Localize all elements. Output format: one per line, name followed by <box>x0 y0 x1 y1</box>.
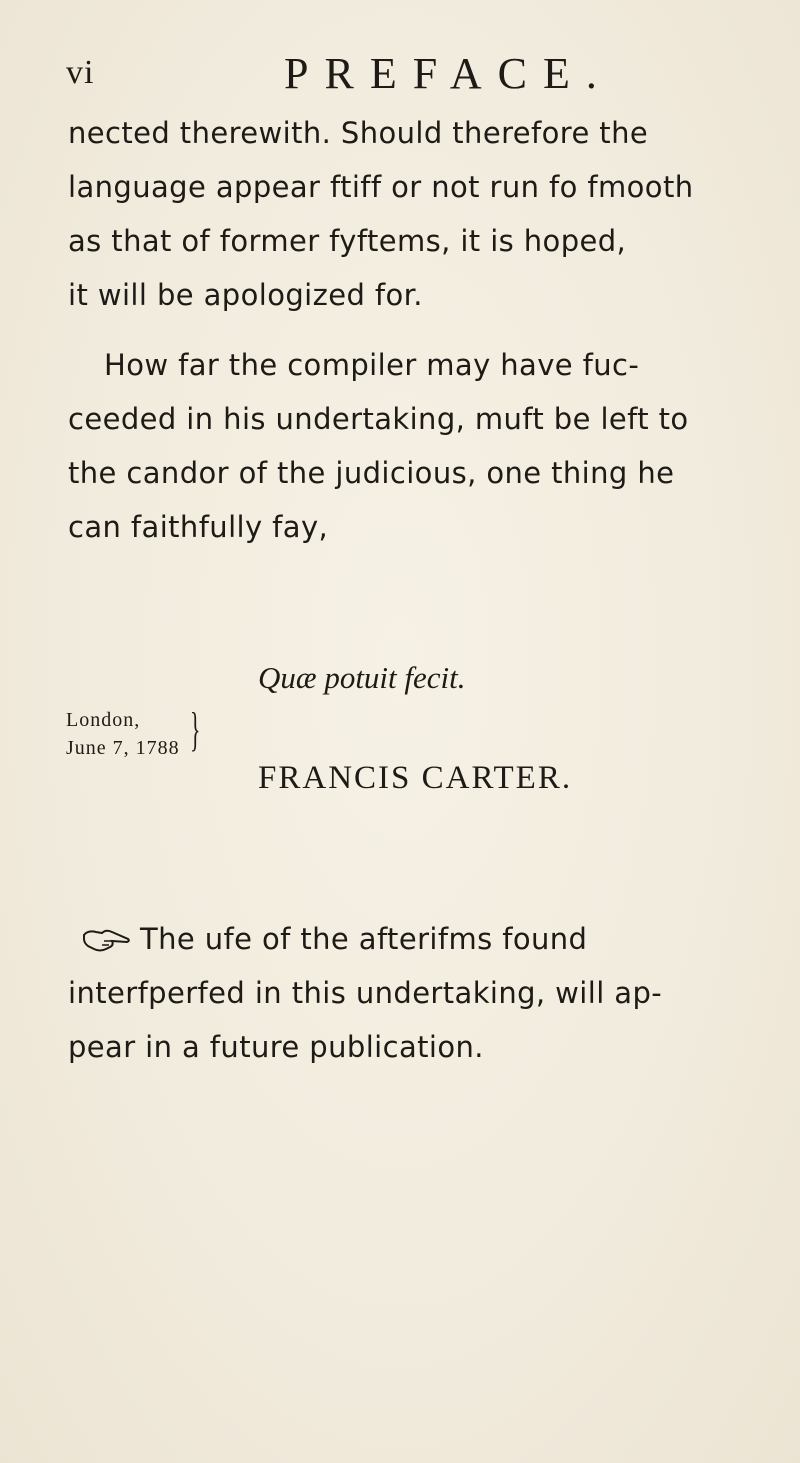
author-signature: FRANCIS CARTER. <box>258 760 573 796</box>
text-line: pear in a future publication. <box>68 1030 484 1064</box>
running-head: PREFACE. <box>284 49 613 98</box>
text-line: language appear ftiff or not run fo fmooth <box>68 170 694 204</box>
brace-icon: } <box>190 703 201 756</box>
text-line: can faithfully fay, <box>68 510 329 544</box>
text-line <box>68 912 748 966</box>
text-line: How far the compiler may have fuc- <box>104 348 640 382</box>
text-line: interfperfed in this undertaking, will ap- <box>68 976 663 1010</box>
latin-motto: Quæ potuit fecit. <box>258 660 466 695</box>
place: London, <box>66 709 141 731</box>
place-and-date <box>66 706 180 762</box>
paragraph-continuation <box>68 106 748 322</box>
text-line: ceeded in his undertaking, muft be left to <box>68 402 689 436</box>
note-line-first: The ufe of the afterifms found <box>140 922 588 956</box>
paragraph-compiler <box>68 338 748 554</box>
text-line: nected therewith. Should therefore the <box>68 116 649 150</box>
footnote <box>68 912 748 1074</box>
text-line: it will be apologized for. <box>68 278 423 312</box>
page-header <box>66 48 746 98</box>
date: June 7, 1788 <box>66 737 180 759</box>
page-number: vi <box>66 54 95 91</box>
text-line: as that of former fyftems, it is hoped, <box>68 224 627 258</box>
text-line: the candor of the judicious, one thing he <box>68 456 675 490</box>
pointing-hand-icon <box>82 927 130 953</box>
